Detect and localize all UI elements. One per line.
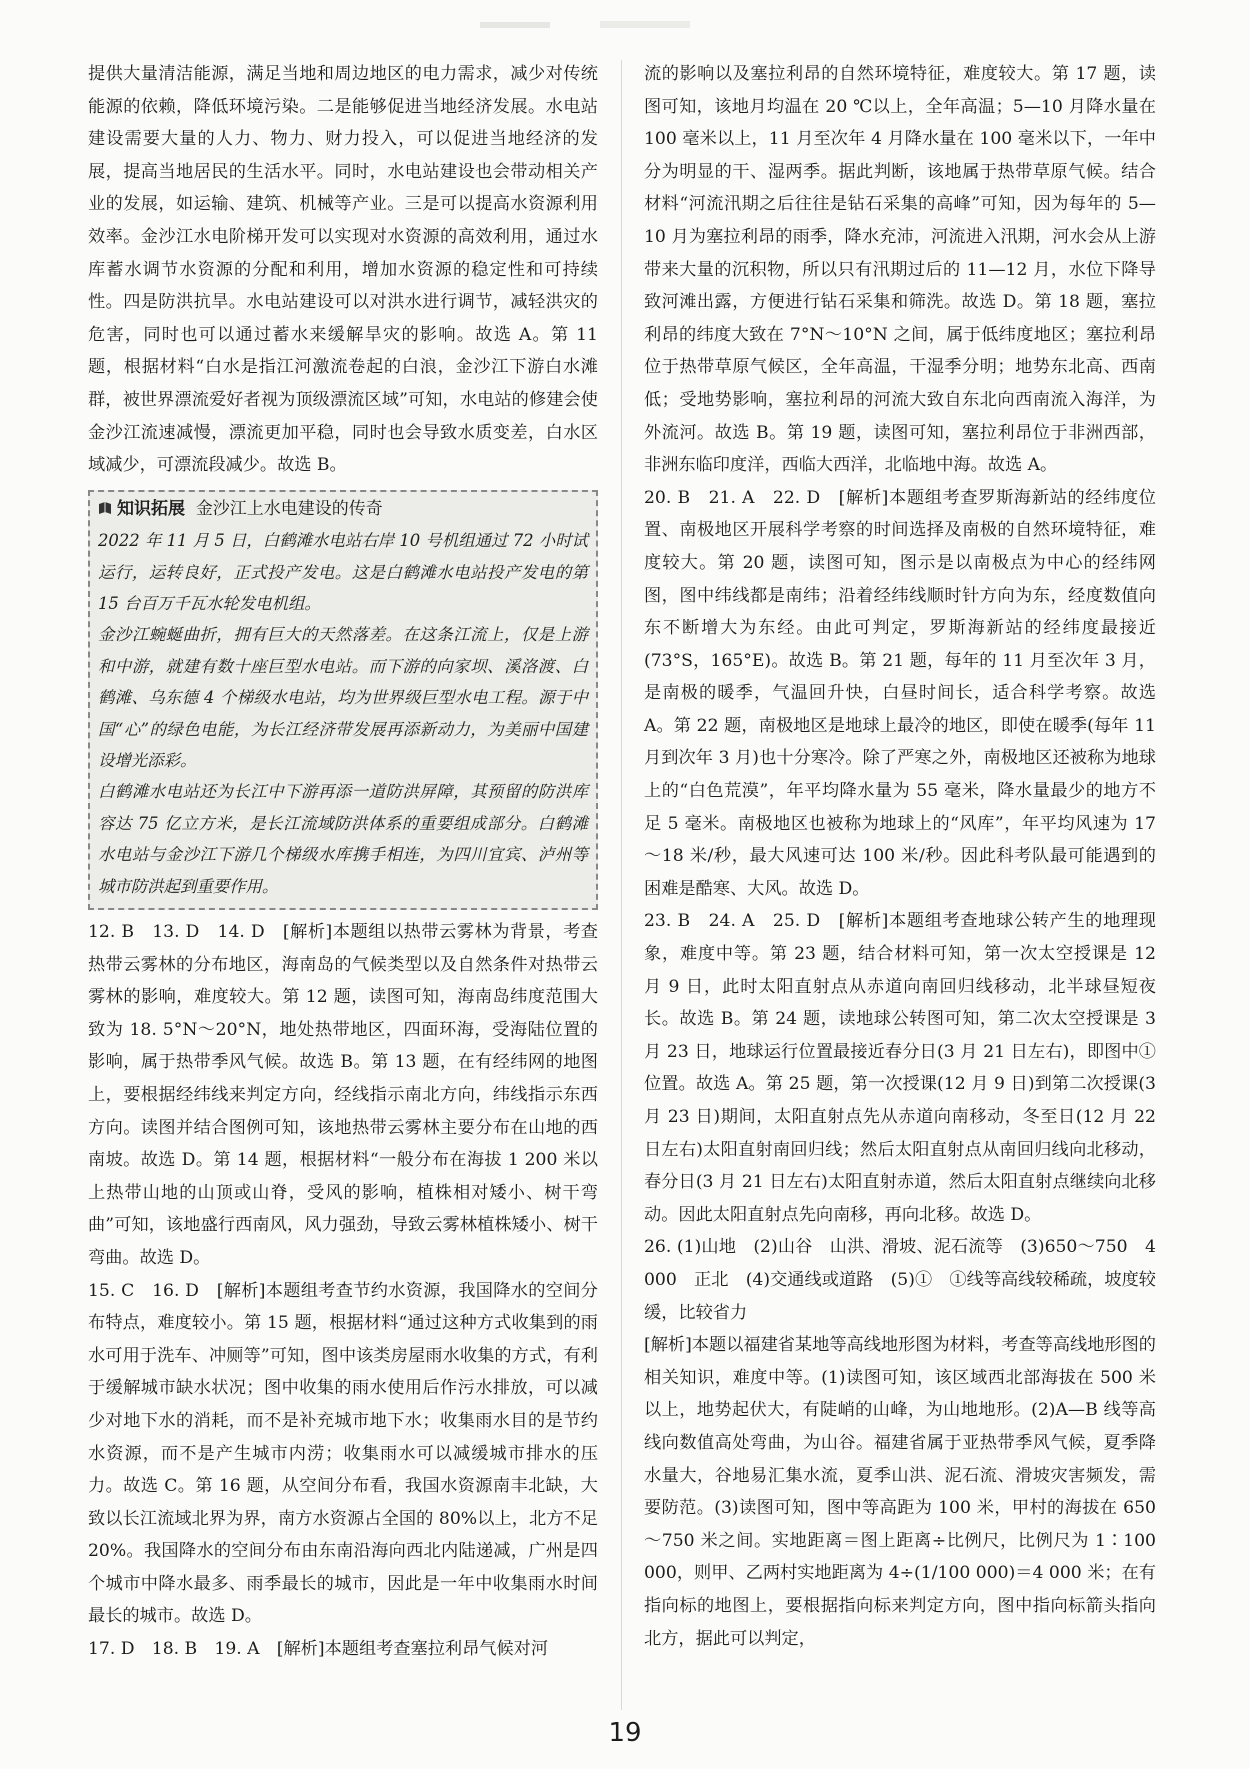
page-number: 19 <box>608 1718 642 1748</box>
answer-paragraph-right-1: 流的影响以及塞拉利昂的自然环境特征，难度较大。第 17 题，读图可知，该地月均温在 20 ℃以上，全年高温；5—10 月降水量在 100 毫米以上，11 月至次年 4 月降水量在 100 毫米以下，一年中分为明显的干、湿两季。据此判断，该地属于热带草原气候。结合材料“河流汛期之后往往是钻石采集的高峰”可知，因为每年的 5—10 月为塞拉利昂的雨季，降水充沛，河流进入汛期，河水会从上游带来大量的沉积物，所以只有汛期过后的 11—12 月，水位下降导致河滩出露，方便进行钻石采集和筛洗。故选 D。第 18 题，塞拉利昂的纬度大致在 7°N～10°N 之间，属于低纬度地区；塞拉利昂位于热带草原气候区，全年高温，干湿季分明；地势东北高、西南低；受地势影响，塞拉利昂的河流大致自东北向西南流入海洋，为外流河。故选 B。第 19 题，读图可知，塞拉利昂位于非洲西部，非洲东临印度洋，西临大西洋，北临地中海。故选 A。 <box>644 64 1156 476</box>
answer-paragraph-right-5: [解析]本题以福建省某地等高线地形图为材料，考查等高线地形图的相关知识，难度中等。(1)读图可知，该区域西北部海拔在 500 米以上，地势起伏大，有陡峭的山峰，为山地地形。(2)A—B 线等高线向数值高处弯曲，为山谷。福建省属于亚热带季风气候，夏季降水量大，谷地易汇集水流，夏季山洪、泥石流、滑坡灾害频发，需要防范。(3)读图可知，图中等高距为 100 米，甲村的海拔在 650～750 米之间。实地距离＝图上距离÷比例尺，比例尺为 1∶100 000，则甲、乙两村实地距离为 4÷(1/100 000)＝4 000 米；在有指向标的地图上，要根据指向标来判定方向，图中指向标箭头指向北方，据此可以判定， <box>644 1335 1156 1649</box>
answer-paragraph-left-4: 17. D 18. B 19. A [解析]本题组考查塞拉利昂气候对河 <box>88 1639 549 1660</box>
answer-paragraph-left-2: 12. B 13. D 14. D [解析]本题组以热带云雾林为背景，考查热带云雾林的分布地区，海南岛的气候类型以及自然条件对热带云雾林的影响，难度较大。第 12 题，读图可知，海南岛纬度范围大致为 18. 5°N～20°N，地处热带地区，四面环海，受海陆位置的影响，属于热带季风气候。故选 B。第 13 题，在有经纬网的地图上，要根据经纬线来判定方向，经线指示南北方向，纬线指示东西方向。读图并结合图例可知，该地热带云雾林主要分布在山地的西南坡。故选 D。第 14 题，根据材料“一般分布在海拔 1 200 米以上热带山地的山顶或山脊，受风的影响，植株相对矮小、树干弯曲”可知，该地盛行西南风，风力强劲，导致云雾林植株矮小、树干弯曲。故选 D。 <box>88 922 598 1268</box>
knowledge-extension-header <box>98 494 588 525</box>
answer-paragraph-right-4: 26. (1)山地 (2)山谷 山洪、滑坡、泥石流等 (3)650～750 4 000 正北 (4)交通线或道路 (5)① ①线等高线较稀疏，坡度较缓，比较省力 <box>644 1237 1156 1323</box>
knowledge-extension-paragraph-3: 白鹤滩水电站还为长江中下游再添一道防洪屏障，其预留的防洪库容达 75 亿立方米，是长江流域防洪体系的重要组成部分。白鹤滩水电站与金沙江下游几个梯级水库携手相连，为四川宜宾、泸州等城市防洪起到重要作用。 <box>98 782 588 896</box>
book-icon <box>98 501 112 515</box>
scan-smudge <box>480 18 780 32</box>
answer-paragraph-left-3: 15. C 16. D [解析]本题组考查节约水资源，我国降水的空间分布特点，难度较小。第 15 题，根据材料“通过这种方式收集到的雨水可用于洗车、冲厕等”可知，图中该类房屋雨水收集的方式，有利于缓解城市缺水状况；图中收集的雨水使用后作污水排放，可以减少对地下水的消耗，而不是补充城市地下水；收集雨水目的是节约水资源，而不是产生城市内涝；收集雨水可以减缓城市排水的压力。故选 C。第 16 题，从空间分布看，我国水资源南丰北缺，大致以长江流域北界为界，南方水资源占全国的 80%以上，北方不足 20%。我国降水的空间分布由东南沿海向西北内陆递减，广州是四个城市中降水最多、雨季最长的城市，因此是一年中收集雨水时间最长的城市。故选 D。 <box>88 1280 598 1627</box>
column-divider <box>621 60 622 1710</box>
knowledge-extension-box <box>88 490 598 910</box>
knowledge-extension-title: 金沙江上水电建设的传奇 <box>195 498 383 519</box>
left-column <box>88 58 598 1666</box>
answer-paragraph-right-3: 23. B 24. A 25. D [解析]本题组考查地球公转产生的地理现象，难度中等。第 23 题，结合材料可知，第一次太空授课是 12 月 9 日，此时太阳直射点从赤道向南回归线移动，北半球昼短夜长。故选 B。第 24 题，读地球公转图可知，第二次太空授课是 3 月 23 日，地球运行位置最接近春分日(3 月 21 日左右)，即图中①位置。故选 A。第 25 题，第一次授课(12 月 9 日)到第二次授课(3 月 23 日)期间，太阳直射点先从赤道向南移动，冬至日(12 月 22 日左右)太阳直射南回归线；然后太阳直射点从南回归线向北移动，春分日(3 月 21 日左右)太阳直射赤道，然后太阳直射点继续向北移动。因此太阳直射点先向南移，再向北移。故选 D。 <box>644 911 1156 1225</box>
knowledge-extension-label: 知识拓展 <box>117 498 185 519</box>
answer-paragraph-right-2: 20. B 21. A 22. D [解析]本题组考查罗斯海新站的经纬度位置、南极地区开展科学考察的时间选择及南极的自然环境特征，难度较大。第 20 题，读图可知，图示是以南极点为中心的经纬网图，图中纬线都是南纬；沿着经纬线顺时针方向为东，经度数值向东不断增大为东经。由此可判定，罗斯海新站的经纬度最接近(73°S，165°E)。故选 B。第 21 题，每年的 11 月至次年 3 月，是南极的暖季，气温回升快，白昼时间长，适合科学考察。故选 A。第 22 题，南极地区是地球上最冷的地区，即使在暖季(每年 11 月到次年 3 月)也十分寒冷。除了严寒之外，南极地区还被称为地球上的“白色荒漠”，年平均降水量为 55 毫米，降水量最少的地方不足 5 毫米。南极地区也被称为地球上的“风库”，年平均风速为 17～18 米/秒，最大风速可达 100 米/秒。因此科考队最可能遇到的困难是酷寒、大风。故选 D。 <box>644 487 1156 899</box>
knowledge-extension-paragraph-2: 金沙江蜿蜒曲折，拥有巨大的天然落差。在这条江流上，仅是上游和中游，就建有数十座巨型水电站。而下游的向家坝、溪洛渡、白鹤滩、乌东德 4 个梯级水电站，均为世界级巨型水电工程。源于中国“心”的绿色电能，为长江经济带发展再添新动力，为美丽中国建设增光添彩。 <box>98 625 588 770</box>
knowledge-extension-paragraph-1: 2022 年 11 月 5 日，白鹤滩水电站右岸 10 号机组通过 72 小时试运行，运转良好，正式投产发电。这是白鹤滩水电站投产发电的第 15 台百万千瓦水轮发电机组。 <box>98 531 588 613</box>
right-column <box>644 58 1156 1655</box>
answer-paragraph-left-1: 提供大量清洁能源，满足当地和周边地区的电力需求，减少对传统能源的依赖，降低环境污染。二是能够促进当地经济发展。水电站建设需要大量的人力、物力、财力投入，可以促进当地经济的发展，提高当地居民的生活水平。同时，水电站建设也会带动相关产业的发展，如运输、建筑、机械等产业。三是可以提高水资源利用效率。金沙江水电阶梯开发可以实现对水资源的高效利用，通过水库蓄水调节水资源的分配和利用，增加水资源的稳定性和可持续性。四是防洪抗旱。水电站建设可以对洪水进行调节，减轻洪灾的危害，同时也可以通过蓄水来缓解旱灾的影响。故选 A。第 11 题，根据材料“白水是指江河激流卷起的白浪，金沙江下游白水滩群，被世界漂流爱好者视为顶级漂流区域”可知，水电站的修建会使金沙江流速减慢，漂流更加平稳，同时也会导致水质变差，白水区域减少，可漂流段减少。故选 B。 <box>88 64 598 476</box>
